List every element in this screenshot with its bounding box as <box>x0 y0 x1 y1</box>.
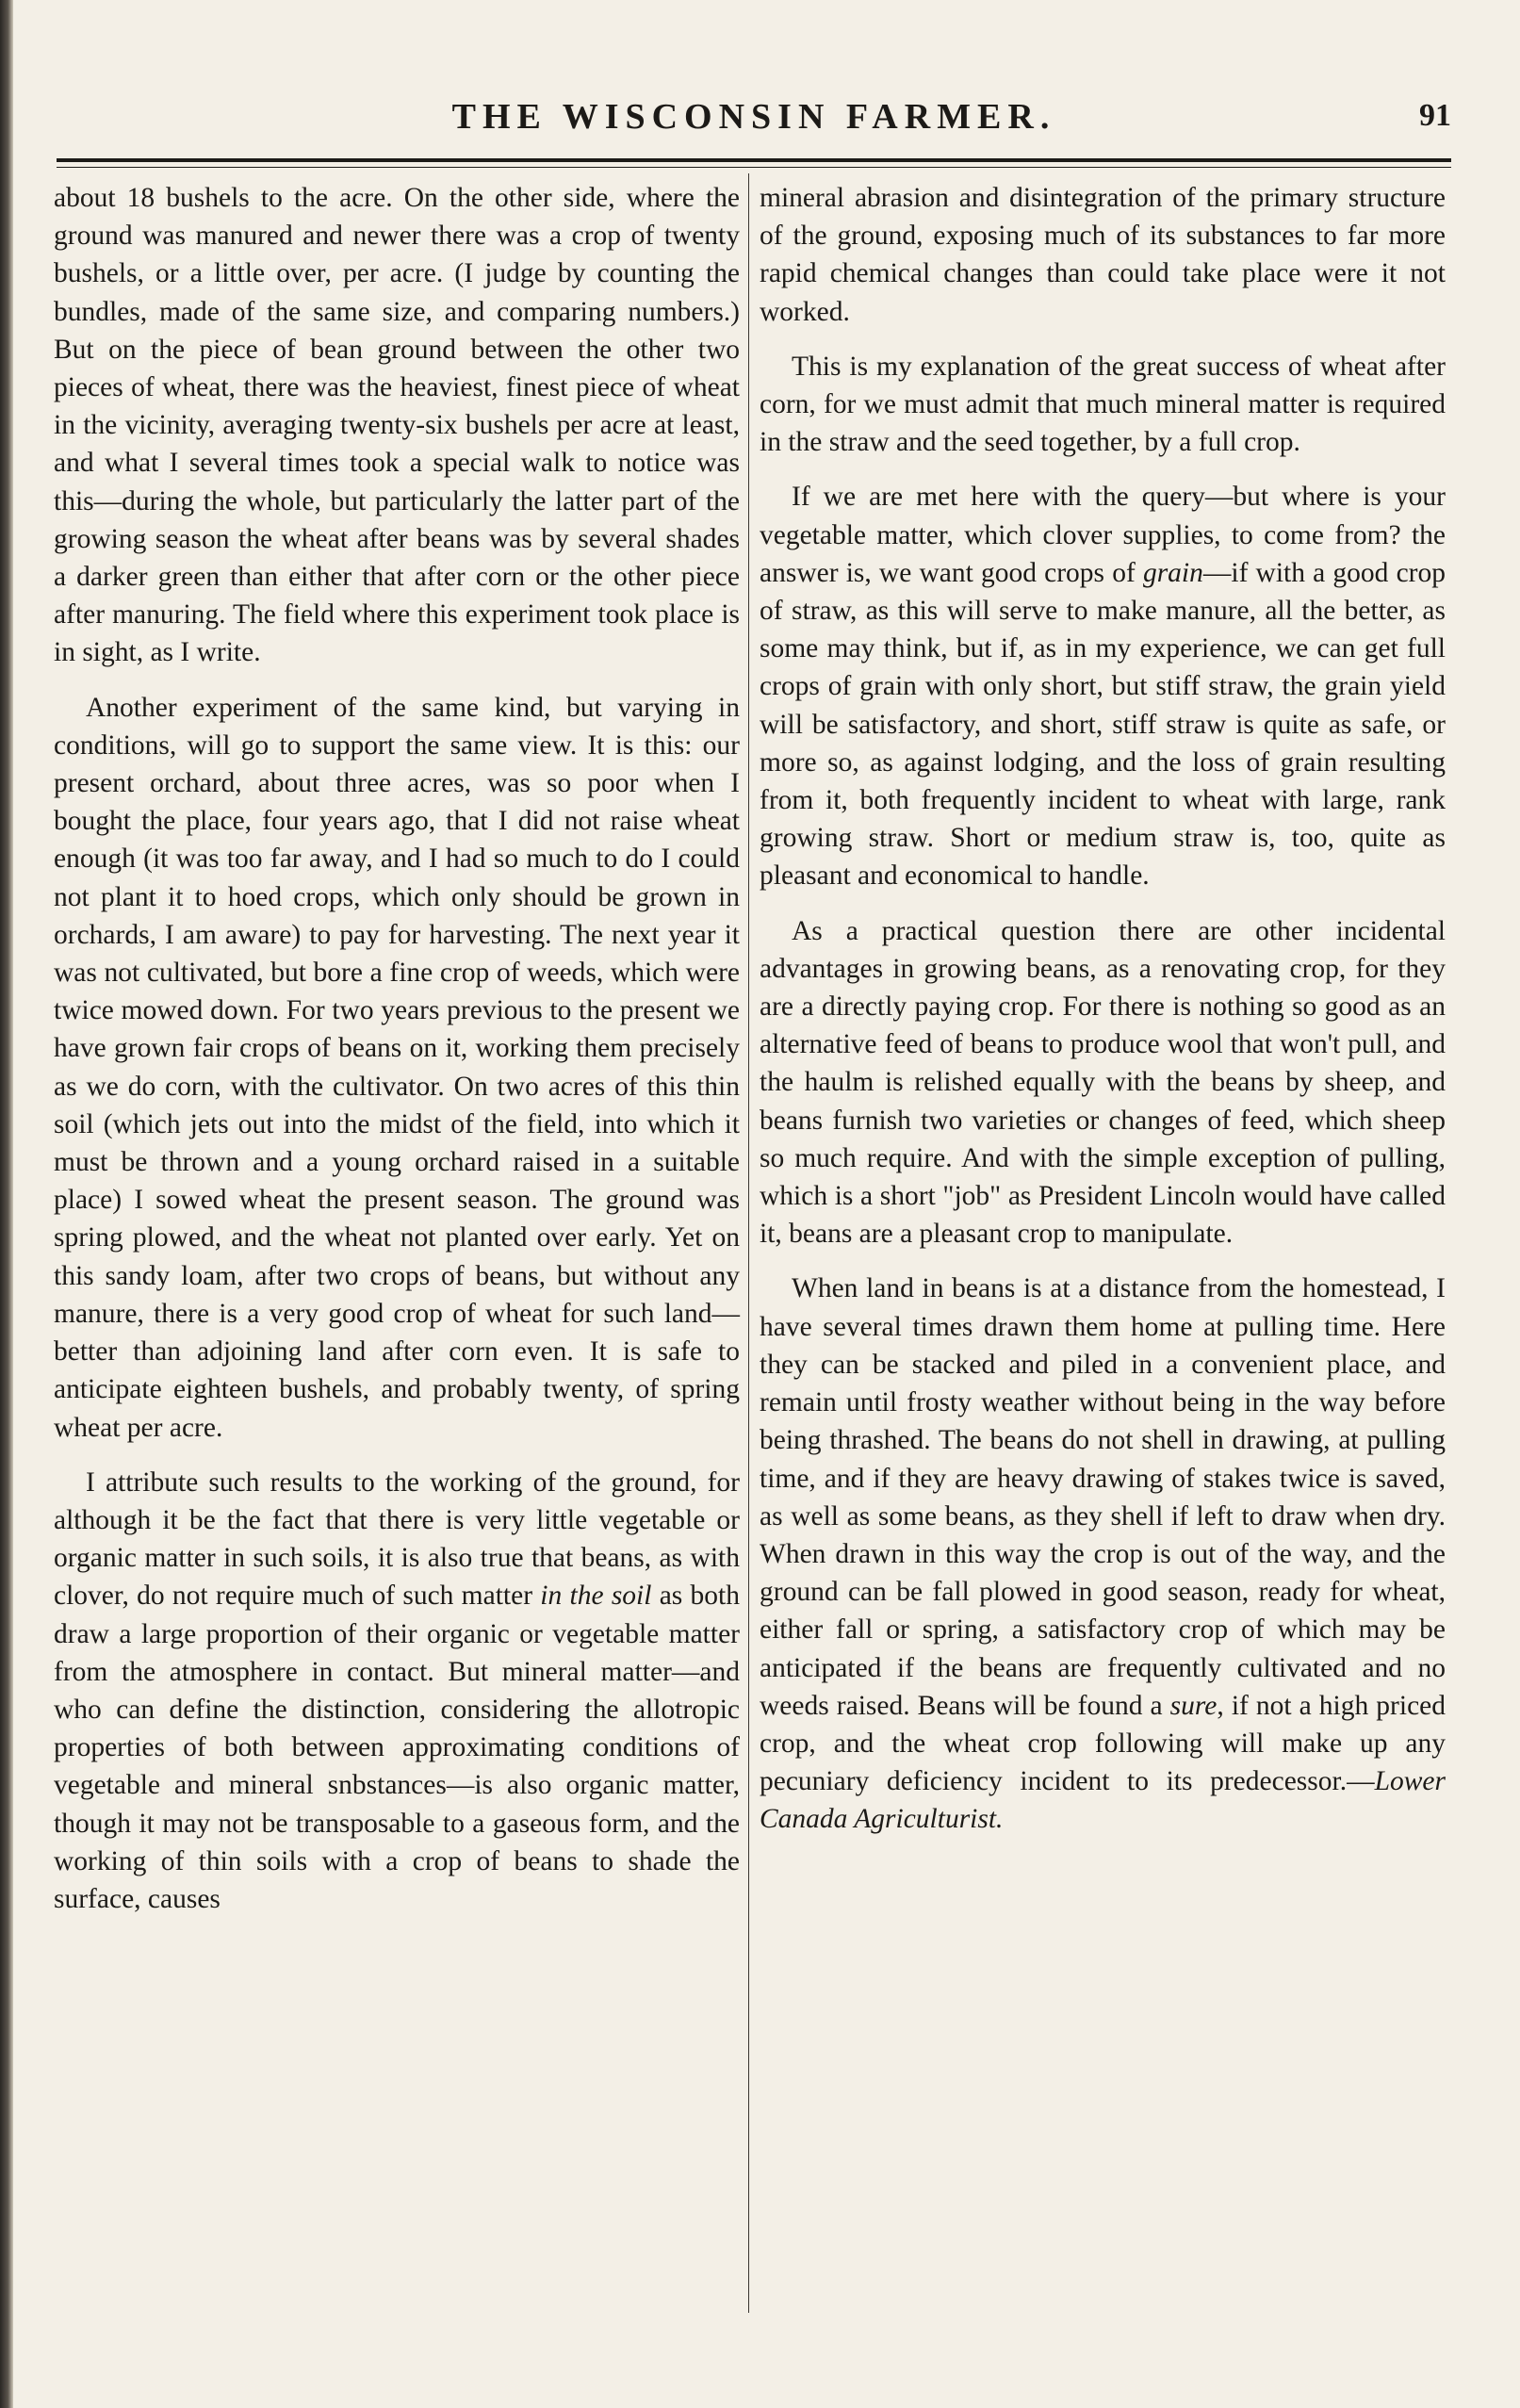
page-number: 91 <box>1419 98 1451 133</box>
text-run: as both draw a large proportion of their organic or vegetable matter from the atmosphere in contact. But mineral matter—and who can define the distinction, considering the allotropic properties of both between approximating conditions of vegetable and mineral snbstances—is also organic matter, though it may not be transposable to a gaseous form, and the working of thin soils with a crop of beans to shade the surface, causes <box>54 1581 740 1914</box>
column-divider <box>748 173 749 2313</box>
italic-run: in the soil <box>540 1581 652 1612</box>
page-binding-edge <box>0 0 13 2408</box>
source-attribution: Lower Canada Agriculturist. <box>760 1766 1446 1835</box>
right-column <box>760 179 1446 1856</box>
paragraph: As a practical question there are other incidental advantages in growing beans, as a renovating crop, for they are a directly paying crop. For there is nothing so good as an alternative feed of beans to produce wool that won't pull, and the haulm is relished equally with the beans by sheep, and beans furnish two varieties or changes of feed, which sheep so much require. And with the simple exception of pulling, which is a short "job" as President Lincoln would have called it, beans are a pleasant crop to manipulate. <box>760 915 1446 1250</box>
paragraph: Another experiment of the same kind, but varying in conditions, will go to support the same view. It is this: our present orchard, about three acres, was so poor when I bought the place, four years ago, that I did not raise wheat enough (it was too far away, and I had so much to do I could not plant it to hoed crops, which only should be grown in orchards, I am aware) to pay for harvesting. The next year it was not cultivated, but bore a fine crop of weeds, which were twice mowed down. For two years previous to the present we have grown fair crops of beans on it, working them precisely as we do corn, with the cultivator. On two acres of this thin soil (which jets out into the midst of the field, into which it must be thrown and a young orchard raised in a suitable place) I sowed wheat the present season. The ground was spring plowed, and the wheat not planted over early. Yet on this sandy loam, after two crops of beans, but without any manure, there is a very good crop of wheat for such land—better than adjoining land after corn even. It is safe to anticipate eighteen bushels, and probably twenty, of spring wheat per acre. <box>54 692 740 1443</box>
text-run: When land in beans is at a distance from the homestead, I have several times drawn them home at pulling time. Here they can be stacked and piled in a convenient place, and remain until frosty weather without being in the way before being thrashed. The beans do not shell in drawing, at pulling time, and if they are heavy drawing of stakes twice is saved, as well as some beans, as they shell if left to draw when dry. When drawn in this way the crop is out of the way, and the ground can be fall plowed in good season, ready for wheat, either fall or spring, a satisfactory crop of which may be anticipated if the beans are frequently cultivated and no weeds raised. Beans will be found a <box>760 1273 1446 1721</box>
paragraph <box>760 478 1446 894</box>
paragraph: about 18 bushels to the acre. On the other side, where the ground was manured and newer there was a crop of twenty bushels, or a little over, per acre. (I judge by counting the bundles, made of the same size, and comparing numbers.) But on the piece of bean ground between the other two pieces of wheat, there was the heaviest, finest piece of wheat in the vicinity, averaging twenty-six bushels per acre at least, and what I several times took a special walk to notice was this—during the whole, but particularly the latter part of the growing season the wheat after beans was by several shades a darker green than either that after corn or the other piece after manuring. The field where this experiment took place is in sight, as I write. <box>54 183 740 668</box>
text-run: I attribute such results to the working of the ground, for although it be the fact that there is very little vegetable or organic matter in such soils, it is also true that beans, as with clover, do not require much of such matter <box>54 1466 740 1612</box>
paragraph <box>54 1464 740 1918</box>
running-title: THE WISCONSIN FARMER. <box>451 97 1056 137</box>
header-rule-thin <box>57 167 1451 168</box>
left-column <box>54 179 740 1935</box>
text-run: —if with a good crop of straw, as this will serve to make manure, all the better, as some may think, but if, as in my experience, we can get full crops of grain with only short, but stiff straw, the grain yield will be satisfactory, and short, stiff straw is quite as safe, or more so, as against lodging, and the loss of grain resulting from it, both frequently incident to wheat with large, rank growing straw. Short or medium straw is, too, quite as pleasant and economical to handle. <box>760 557 1446 892</box>
page-header <box>57 96 1451 149</box>
italic-run: sure <box>1169 1690 1218 1721</box>
text-run: If we are met here with the query—but where is your vegetable matter, which clover supplies, to come from? the answer is, we want good crops of <box>760 482 1446 588</box>
header-rule-thick <box>57 158 1451 162</box>
paragraph: This is my explanation of the great success of wheat after corn, for we must admit that much mineral matter is required in the straw and the seed together, by a full crop. <box>760 351 1446 458</box>
text-run: , if not a high priced crop, and the wheat crop following will make up any pecuniary deficiency incident to its predecessor.— <box>760 1690 1446 1797</box>
paragraph <box>760 1270 1446 1838</box>
paragraph: mineral abrasion and disintegration of the primary structure of the ground, exposing much of its substances to far more rapid chemical changes than could take place were it not worked. <box>760 183 1446 327</box>
italic-run: grain <box>1142 557 1203 588</box>
